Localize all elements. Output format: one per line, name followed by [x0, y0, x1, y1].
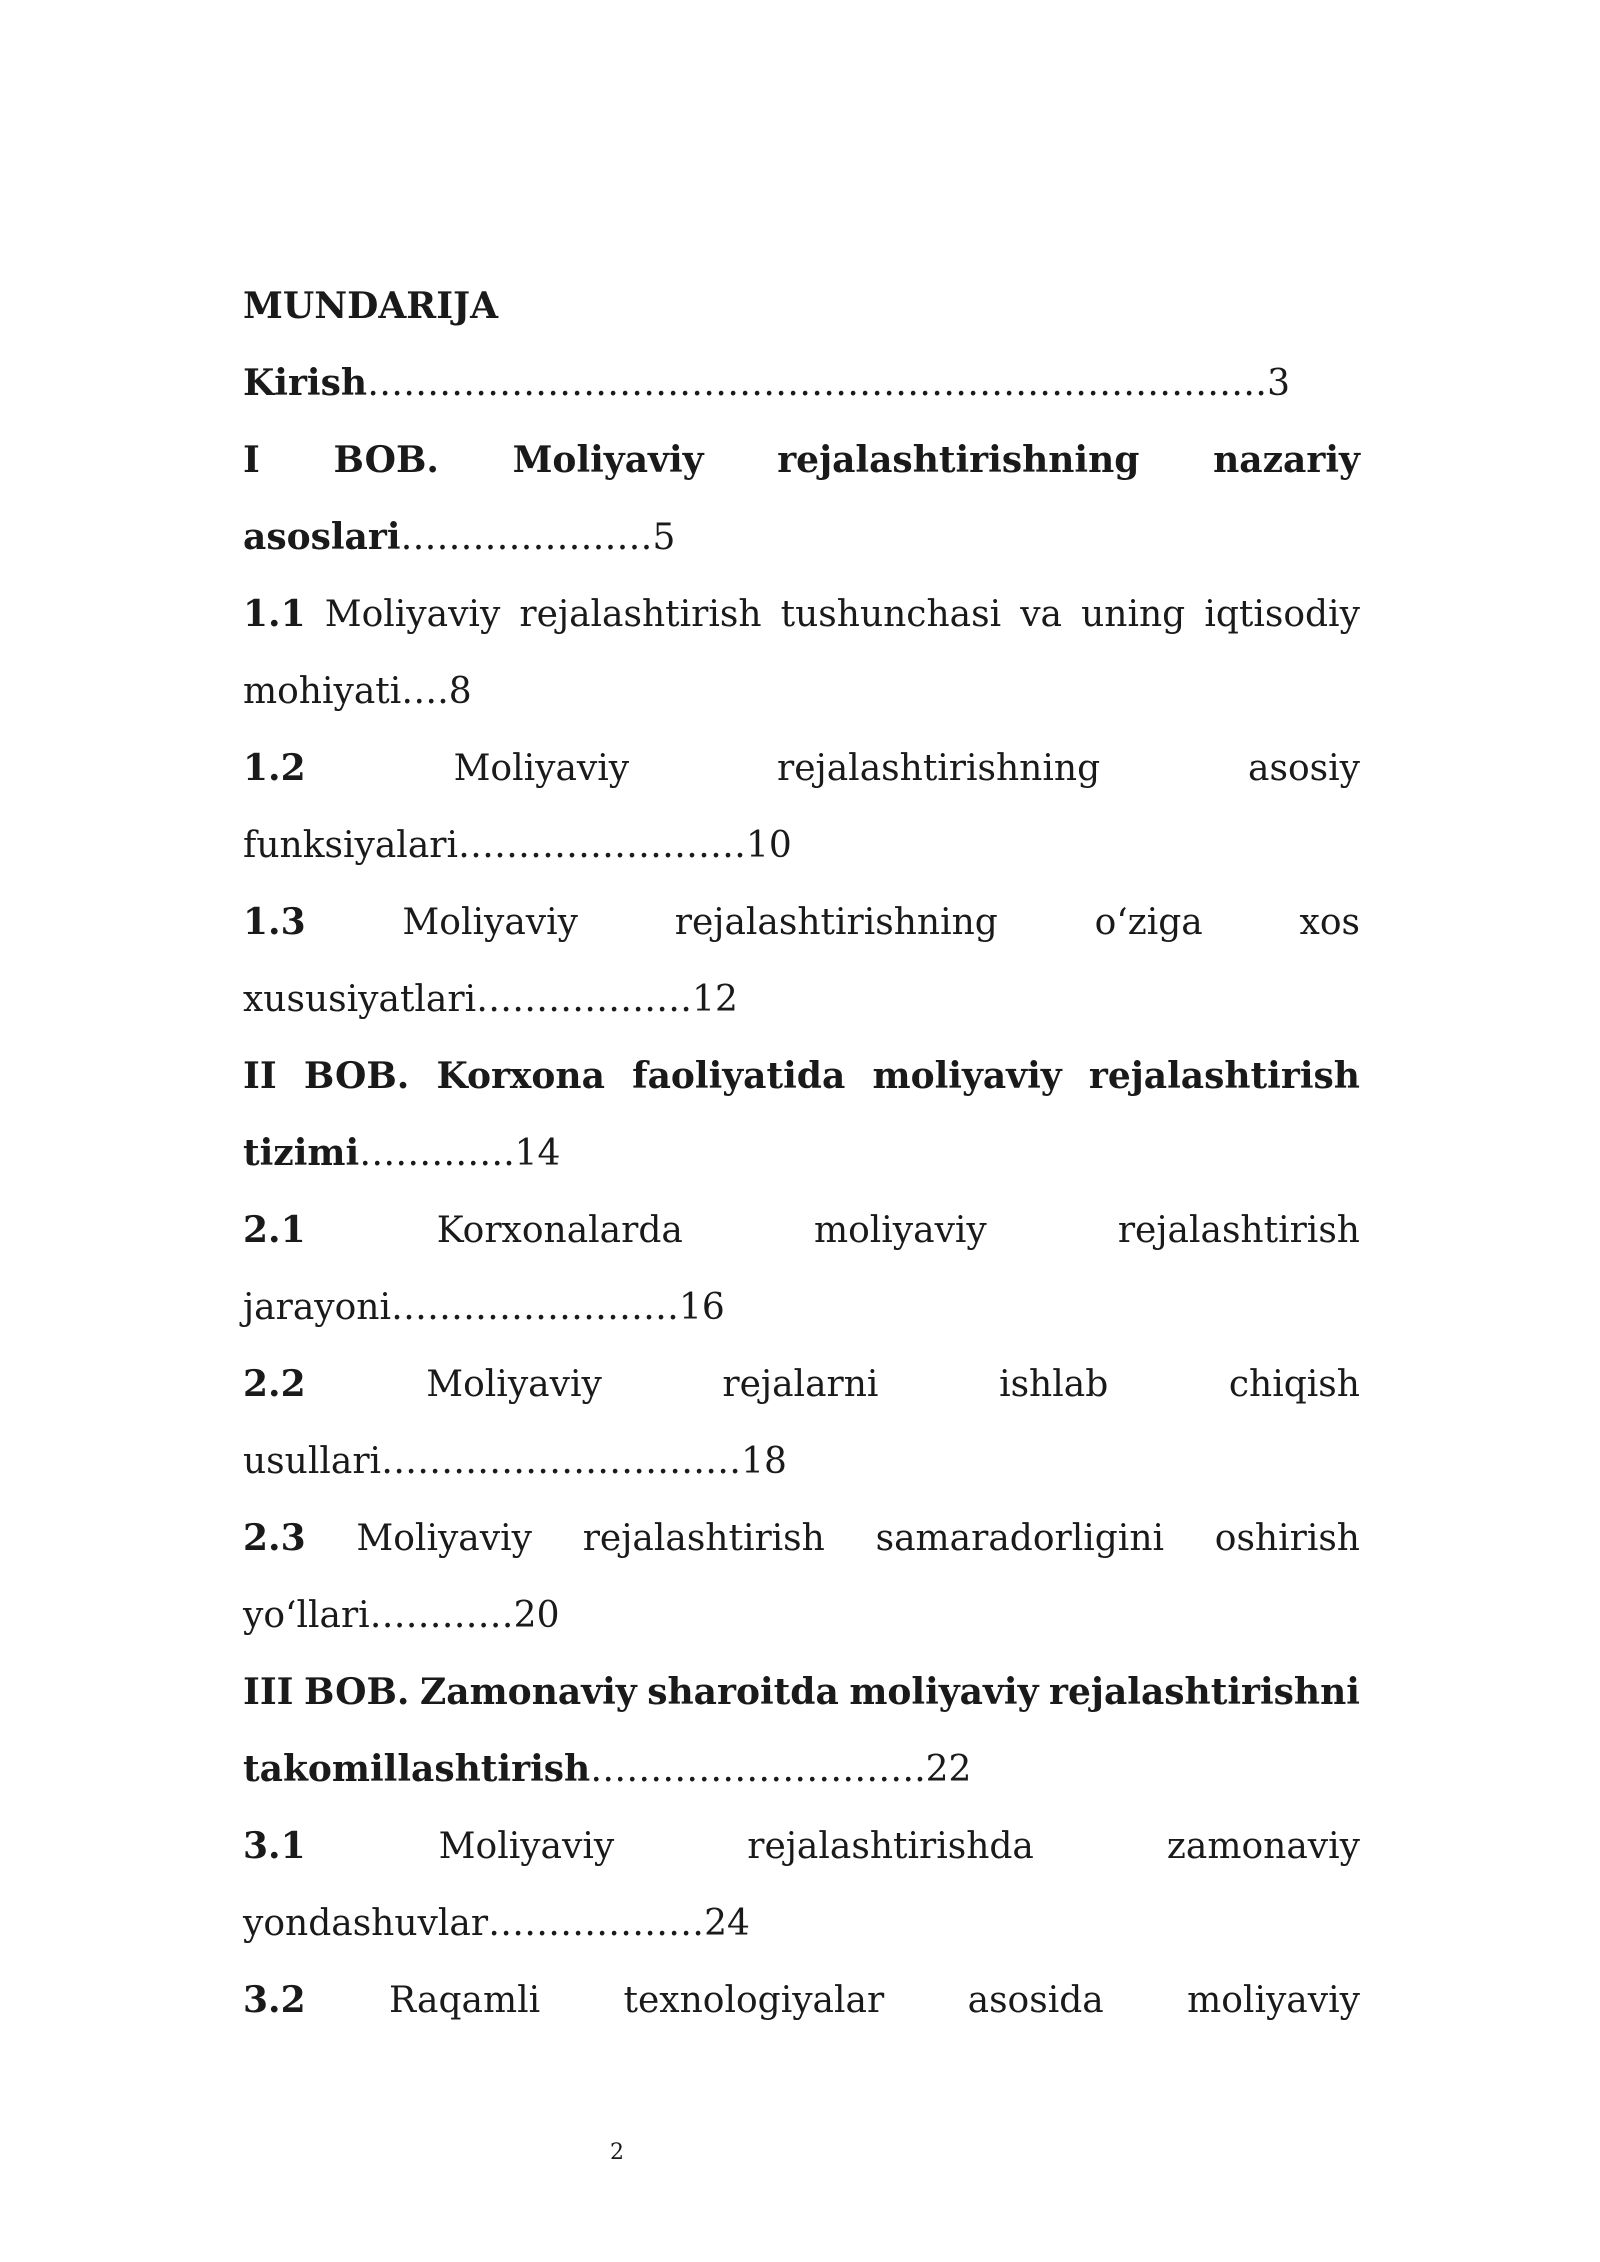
- toc-word: asosiy: [1248, 748, 1360, 789]
- toc-word: uning: [1081, 594, 1186, 635]
- toc-page-number: 14: [514, 1133, 561, 1174]
- toc-dot-leader: …………………………………………………………………: [367, 363, 1268, 404]
- toc-entry-2-3-continuation: [243, 1577, 1360, 1654]
- table-of-contents: [243, 268, 1360, 2039]
- toc-entry-2-2-continuation: [243, 1423, 1360, 1500]
- toc-word: Moliyaviy: [402, 902, 578, 943]
- toc-word: chiqish: [1228, 1364, 1360, 1405]
- toc-word: III: [243, 1671, 294, 1713]
- toc-word: Moliyaviy: [356, 1518, 532, 1559]
- page-number: 2: [610, 2140, 624, 2165]
- toc-word: rejalashtirishning: [777, 439, 1140, 481]
- toc-entry-1-1: [243, 576, 1360, 653]
- toc-word: moliyaviy: [1187, 1980, 1360, 2021]
- toc-section-number: 1.2: [243, 747, 306, 789]
- toc-entry-label: Kirish: [243, 362, 368, 404]
- toc-word: II: [243, 1055, 277, 1097]
- toc-word: Raqamli: [389, 1980, 541, 2021]
- toc-section-number: 3.2: [243, 1979, 306, 2021]
- toc-word: oshirish: [1214, 1518, 1360, 1559]
- toc-dot-leader: …………………: [400, 517, 653, 558]
- toc-page-number: 22: [925, 1749, 972, 1790]
- toc-dot-leader: ……………………….: [590, 1749, 926, 1790]
- toc-word: I: [243, 439, 260, 481]
- toc-word: Moliyaviy: [438, 1826, 615, 1867]
- toc-entry-3-1: [243, 1808, 1360, 1885]
- toc-word: rejalashtirishning: [777, 748, 1101, 789]
- toc-page-number: 3: [1267, 363, 1290, 404]
- toc-entry-bob-3-continuation: [243, 1731, 1360, 1808]
- toc-word: mohiyati: [243, 671, 402, 712]
- toc-word: faoliyatida: [632, 1055, 846, 1097]
- toc-word: samaradorligini: [875, 1518, 1165, 1559]
- toc-word: takomillashtirish: [243, 1748, 591, 1790]
- toc-word: rejalashtirish: [1117, 1210, 1360, 1251]
- toc-page-number: 5: [652, 517, 676, 558]
- toc-section-number: 2.3: [243, 1517, 306, 1559]
- toc-entry-bob-2: [243, 1038, 1360, 1115]
- toc-word: sharoitda: [647, 1671, 839, 1713]
- toc-word: xos: [1299, 902, 1360, 943]
- toc-section-number: 2.2: [243, 1363, 306, 1405]
- toc-word: yondashuvlar: [243, 1903, 489, 1944]
- toc-word: rejalashtirishda: [747, 1826, 1034, 1867]
- toc-word: tushunchasi: [780, 594, 1002, 635]
- toc-word: Korxona: [436, 1055, 605, 1097]
- toc-entry-2-2: [243, 1346, 1360, 1423]
- toc-entry-2-1: [243, 1192, 1360, 1269]
- toc-entry-bob-1: [243, 422, 1360, 499]
- toc-dot-leader: ……………………: [391, 1287, 680, 1328]
- toc-dot-leader: ………………: [476, 979, 693, 1020]
- toc-word: rejalarni: [722, 1364, 879, 1405]
- toc-dot-leader: …………: [369, 1595, 514, 1636]
- toc-entry-3-1-continuation: [243, 1885, 1360, 1962]
- toc-entry-1-3-continuation: [243, 961, 1360, 1038]
- toc-word: Moliyaviy: [512, 439, 704, 481]
- toc-word: zamonaviy: [1166, 1826, 1360, 1867]
- toc-dot-leader: ….: [401, 671, 449, 712]
- toc-section-number: 1.3: [243, 901, 306, 943]
- toc-page-number: 24: [704, 1903, 750, 1944]
- toc-word: BOB.: [333, 439, 439, 481]
- toc-entry-1-2: [243, 730, 1360, 807]
- toc-entry-bob-2-continuation: [243, 1115, 1360, 1192]
- toc-word: xususiyatlari: [243, 979, 477, 1020]
- toc-section-number: 1.1: [243, 593, 306, 635]
- toc-word: funksiyalari: [243, 825, 458, 866]
- toc-dot-leader: …………………………: [381, 1441, 742, 1482]
- toc-word: rejalashtirishni: [1049, 1671, 1360, 1713]
- toc-word: jarayoni: [243, 1287, 392, 1328]
- toc-dot-leader: ……………………: [458, 825, 746, 866]
- toc-word: Moliyaviy: [453, 748, 630, 789]
- toc-entry-kirish: [243, 345, 1360, 422]
- toc-entry-bob-3: [243, 1654, 1360, 1731]
- toc-entry-bob-1-continuation: [243, 499, 1360, 576]
- toc-word: usullari: [243, 1441, 382, 1482]
- toc-word: texnologiyalar: [623, 1980, 885, 2021]
- toc-dot-leader: ………………: [488, 1903, 705, 1944]
- toc-word: yo‘llari: [243, 1595, 370, 1636]
- toc-entry-2-1-continuation: [243, 1269, 1360, 1346]
- toc-word: Zamonaviy: [419, 1671, 637, 1713]
- toc-word: iqtisodiy: [1204, 594, 1360, 635]
- toc-section-number: 3.1: [243, 1825, 306, 1867]
- toc-entry-1-2-continuation: [243, 807, 1360, 884]
- toc-page-number: 18: [741, 1441, 787, 1482]
- toc-entry-2-3: [243, 1500, 1360, 1577]
- toc-section-number: 2.1: [243, 1209, 306, 1251]
- toc-word: rejalashtirish: [1088, 1055, 1360, 1097]
- toc-entry-1-3: [243, 884, 1360, 961]
- toc-word: rejalashtirish: [582, 1518, 825, 1559]
- toc-word: asosida: [967, 1980, 1104, 2021]
- toc-word: moliyaviy: [813, 1210, 987, 1251]
- toc-word: rejalashtirishning: [674, 902, 998, 943]
- toc-word: Moliyaviy: [324, 594, 501, 635]
- toc-word: moliyaviy: [849, 1671, 1039, 1713]
- toc-title: MUNDARIJA: [243, 285, 499, 327]
- toc-word: va: [1020, 594, 1063, 635]
- toc-word: BOB.: [304, 1671, 410, 1713]
- toc-word: Korxonalarda: [436, 1210, 683, 1251]
- toc-page-number: 20: [513, 1595, 560, 1636]
- toc-page-number: 12: [692, 979, 738, 1020]
- toc-page-number: 8: [448, 671, 472, 712]
- toc-word: asoslari: [243, 516, 401, 558]
- toc-word: nazariy: [1213, 439, 1360, 481]
- toc-word: BOB.: [303, 1055, 410, 1097]
- toc-word: Moliyaviy: [426, 1364, 602, 1405]
- toc-word: ishlab: [999, 1364, 1109, 1405]
- toc-entry-1-1-continuation: [243, 653, 1360, 730]
- toc-entry-3-2: [243, 1962, 1360, 2039]
- toc-word: moliyaviy: [872, 1055, 1062, 1097]
- toc-word: rejalashtirish: [519, 594, 762, 635]
- toc-word: o‘ziga: [1094, 902, 1203, 943]
- toc-word: tizimi: [243, 1132, 360, 1174]
- toc-page-number: 10: [746, 825, 792, 866]
- toc-dot-leader: ………….: [359, 1133, 515, 1174]
- toc-page-number: 16: [679, 1287, 725, 1328]
